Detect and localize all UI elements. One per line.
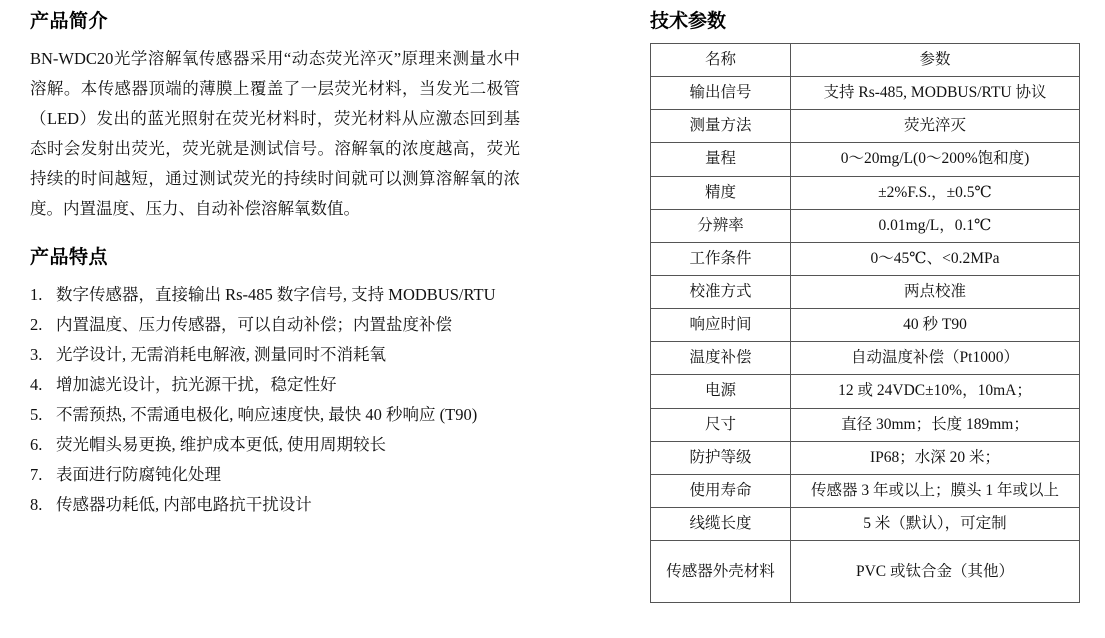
feature-item: [30, 460, 520, 490]
feature-item: [30, 430, 520, 460]
table-row: [651, 77, 1080, 110]
spec-name-cell: 校准方式: [651, 275, 791, 308]
feature-number: 7.: [30, 465, 43, 484]
spec-name-cell: 防护等级: [651, 441, 791, 474]
feature-text: 荧光帽头易更换, 维护成本更低, 使用周期较长: [56, 435, 386, 454]
spec-name-cell: 使用寿命: [651, 474, 791, 507]
table-row: [651, 209, 1080, 242]
feature-number: 2.: [30, 315, 43, 334]
feature-number: 5.: [30, 405, 43, 424]
table-row: [651, 309, 1080, 342]
table-header-value: 参数: [791, 44, 1080, 77]
spec-name-cell: 测量方法: [651, 110, 791, 143]
right-column: [650, 0, 1080, 603]
table-row: [651, 375, 1080, 408]
feature-item: [30, 370, 520, 400]
spec-table: [650, 43, 1080, 603]
spec-name-cell: 精度: [651, 176, 791, 209]
table-row: [651, 507, 1080, 540]
spec-table-heading: 技术参数: [650, 11, 727, 32]
spec-value-cell: 传感器 3 年或以上；膜头 1 年或以上: [791, 474, 1080, 507]
product-intro-paragraph: BN-WDC20光学溶解氧传感器采用“动态荧光淬灭”原理来测量水中溶解。本传感器顶端的薄膜上覆盖了一层荧光材料，当发光二极管（LED）发出的蓝光照射在荧光材料时，荧光材料从应激态回到基态时会发射出荧光，荧光就是测试信号。溶解氧的浓度越高，荧光持续的时间越短，通过测试荧光的持续时间就可以测算溶解氧的浓度。内置温度、压力、自动补偿溶解氧数值。: [30, 49, 520, 218]
table-header-name: 名称: [651, 44, 791, 77]
table-row: [651, 342, 1080, 375]
spec-value-cell: 0～45℃、<0.2MPa: [791, 242, 1080, 275]
feature-text: 内置温度、压力传感器，可以自动补偿；内置盐度补偿: [56, 315, 452, 334]
feature-item: [30, 490, 520, 520]
feature-text: 光学设计, 无需消耗电解液, 测量同时不消耗氧: [56, 345, 386, 364]
spec-value-cell: 0.01mg/L，0.1℃: [791, 209, 1080, 242]
spec-value-cell: 0～20mg/L(0～200%饱和度): [791, 143, 1080, 176]
feature-item: [30, 310, 520, 340]
feature-number: 3.: [30, 345, 43, 364]
table-row: [651, 441, 1080, 474]
spec-value-cell: ±2%F.S.，±0.5℃: [791, 176, 1080, 209]
product-features-list: [30, 280, 520, 520]
spec-value-cell: IP68；水深 20 米；: [791, 441, 1080, 474]
spec-name-cell: 温度补偿: [651, 342, 791, 375]
table-row: [651, 110, 1080, 143]
feature-item: [30, 400, 520, 430]
spec-value-cell: 自动温度补偿（Pt1000）: [791, 342, 1080, 375]
product-intro-heading: 产品简介: [30, 11, 109, 32]
table-row: [651, 143, 1080, 176]
feature-number: 6.: [30, 435, 43, 454]
feature-text: 传感器功耗低, 内部电路抗干扰设计: [56, 495, 312, 514]
feature-number: 1.: [30, 285, 43, 304]
spec-name-cell: 尺寸: [651, 408, 791, 441]
spec-value-cell: 12 或 24VDC±10%，10mA；: [791, 375, 1080, 408]
spec-name-cell: 分辨率: [651, 209, 791, 242]
spec-name-cell: 线缆长度: [651, 507, 791, 540]
feature-text: 不需预热, 不需通电极化, 响应速度快, 最快 40 秒响应 (T90): [56, 405, 478, 424]
table-row: [651, 474, 1080, 507]
spec-name-cell: 输出信号: [651, 77, 791, 110]
spec-name-cell: 响应时间: [651, 309, 791, 342]
feature-item: [30, 340, 520, 370]
table-row: [651, 44, 1080, 77]
table-row: [651, 176, 1080, 209]
feature-text: 增加滤光设计，抗光源干扰，稳定性好: [56, 375, 337, 394]
feature-text: 表面进行防腐钝化处理: [56, 465, 221, 484]
spec-value-cell: 荧光淬灭: [791, 110, 1080, 143]
spec-value-cell: 直径 30mm；长度 189mm；: [791, 408, 1080, 441]
table-row: [651, 242, 1080, 275]
feature-item: [30, 280, 520, 310]
spec-name-cell: 工作条件: [651, 242, 791, 275]
left-column: [30, 6, 520, 520]
spec-name-cell: 量程: [651, 143, 791, 176]
spec-value-cell: 支持 Rs-485, MODBUS/RTU 协议: [791, 77, 1080, 110]
product-features-heading: 产品特点: [30, 247, 109, 268]
feature-number: 8.: [30, 495, 43, 514]
table-row: [651, 541, 1080, 603]
spec-value-cell: PVC 或钛合金（其他）: [791, 541, 1080, 603]
spec-value-cell: 40 秒 T90: [791, 309, 1080, 342]
spec-value-cell: 两点校准: [791, 275, 1080, 308]
feature-number: 4.: [30, 375, 43, 394]
spec-name-cell: 传感器外壳材料: [651, 541, 791, 603]
table-row: [651, 408, 1080, 441]
feature-text: 数字传感器，直接输出 Rs-485 数字信号, 支持 MODBUS/RTU: [56, 285, 496, 304]
spec-name-cell: 电源: [651, 375, 791, 408]
spec-value-cell: 5 米（默认），可定制: [791, 507, 1080, 540]
table-row: [651, 275, 1080, 308]
